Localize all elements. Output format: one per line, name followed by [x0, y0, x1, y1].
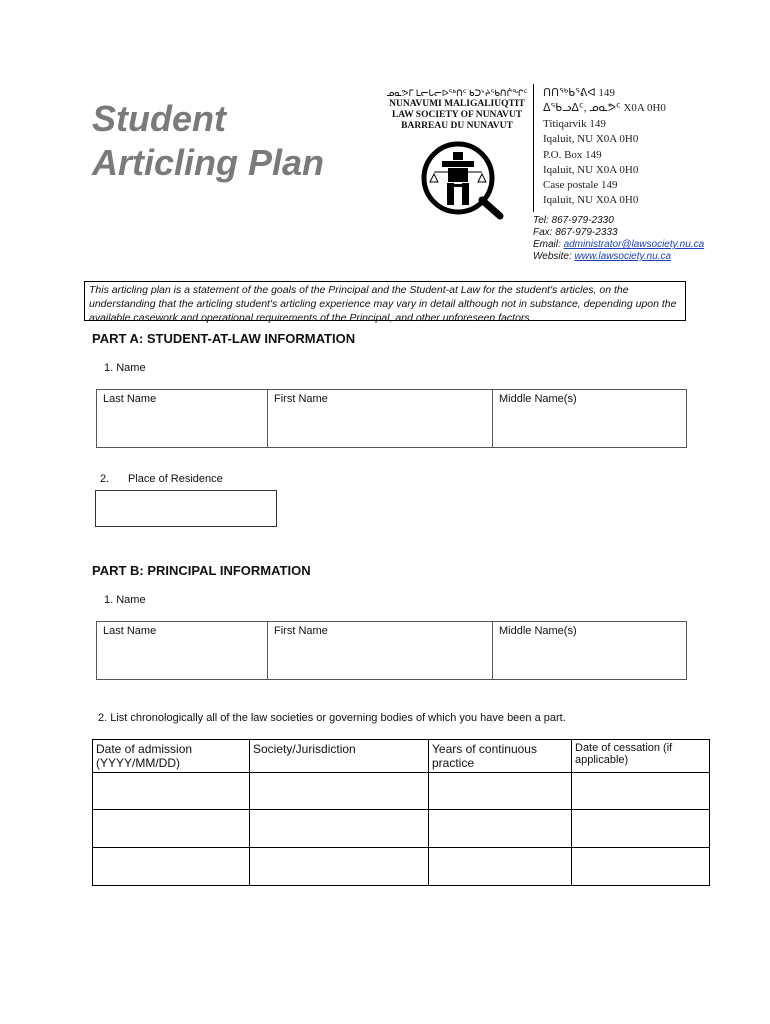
history-cell[interactable] [429, 810, 572, 848]
org-name-en: LAW SOCIETY OF NUNAVUT [391, 110, 523, 120]
middle-name-label: Middle Name(s) [499, 393, 577, 405]
col-society-jurisdiction: Society/Jurisdiction [250, 740, 429, 773]
contact-website-label: Website: [533, 251, 575, 262]
page-title-line1: Student [92, 98, 226, 139]
last-name-label: Last Name [103, 625, 157, 637]
first-name-label: First Name [274, 393, 328, 405]
part-b-name-label: 1. Name [104, 594, 146, 606]
student-name-table [96, 389, 687, 448]
address-line: Titiqarvik 149 [543, 118, 606, 130]
contact-fax: Fax: 867-979-2333 [533, 227, 618, 238]
history-cell[interactable] [250, 848, 429, 886]
org-name-fr: BARREAU DU NUNAVUT [401, 121, 513, 131]
principal-first-name-field[interactable] [268, 622, 493, 680]
address-line: Iqaluit, NU X0A 0H0 [543, 164, 639, 176]
residence-label: Place of Residence [128, 473, 223, 485]
history-cell[interactable] [93, 810, 250, 848]
history-cell[interactable] [93, 848, 250, 886]
history-cell[interactable] [572, 848, 710, 886]
student-first-name-field[interactable] [268, 390, 493, 448]
address-line: P.O. Box 149 [543, 149, 602, 161]
part-a-heading: PART A: STUDENT-AT-LAW INFORMATION [92, 331, 356, 346]
contact-email-row [533, 239, 704, 251]
last-name-label: Last Name [103, 393, 157, 405]
address-line: Iqaluit, NU X0A 0H0 [543, 133, 639, 145]
address-line: ᐃᖃᓗᐃᑦ, ᓄᓇᕗᑦ X0A 0H0 [543, 102, 666, 114]
contact-website-row [533, 251, 671, 263]
intro-statement: This articling plan is a statement of the goals of the Principal and the Student-at Law for the student's articles, on the understanding that the articling student's articling experience may vary in detail although not in substance, depending upon the available casework and operational requirements of the Principal, and other unforeseen factors. [84, 281, 686, 321]
col-date-of-admission: Date of admission (YYYY/MM/DD) [93, 740, 250, 773]
address-divider [533, 84, 534, 212]
middle-name-label: Middle Name(s) [499, 625, 577, 637]
law-society-logo [420, 140, 520, 220]
student-middle-name-field[interactable] [493, 390, 687, 448]
history-instruction: 2. List chronologically all of the law societies or governing bodies of which you have been a part. [98, 712, 566, 724]
history-cell[interactable] [250, 810, 429, 848]
history-cell[interactable] [572, 773, 710, 810]
admission-history-table [92, 739, 710, 886]
principal-name-table [96, 621, 687, 680]
student-last-name-field[interactable] [97, 390, 268, 448]
residence-number: 2. [100, 473, 110, 485]
history-cell[interactable] [250, 773, 429, 810]
principal-last-name-field[interactable] [97, 622, 268, 680]
org-name-iu: NUNAVUMI MALIGALIUQTIT [389, 99, 525, 109]
email-link[interactable]: administrator@lawsociety.nu.ca [563, 239, 705, 250]
part-a-name-label: 1. Name [104, 362, 146, 374]
org-syllabics: ᓄᓇᕗᒥ ᒪᓕᒐᓕᐅᖅᑎᑦ ᑲᑐᔾᔨᖃᑎᒌᖏᑦ [386, 88, 528, 98]
first-name-label: First Name [274, 625, 328, 637]
address-line: Iqaluit, NU X0A 0H0 [543, 194, 639, 206]
contact-email-label: Email: [533, 239, 564, 250]
part-b-heading: PART B: PRINCIPAL INFORMATION [92, 563, 311, 578]
history-cell[interactable] [429, 848, 572, 886]
website-link[interactable]: www.lawsociety.nu.ca [574, 251, 672, 262]
principal-middle-name-field[interactable] [493, 622, 687, 680]
address-line: ᑎᑎᖅᑲᕐᕕᐊ 149 [543, 87, 615, 99]
col-date-of-cessation: Date of cessation (if applicable) [572, 740, 710, 773]
contact-tel: Tel: 867-979-2330 [533, 215, 614, 226]
col-years-practice: Years of continuous practice [429, 740, 572, 773]
place-of-residence-field[interactable] [95, 490, 277, 527]
history-cell[interactable] [93, 773, 250, 810]
address-line: Case postale 149 [543, 179, 618, 191]
history-cell[interactable] [572, 810, 710, 848]
page-title-line2: Articling Plan [92, 142, 325, 183]
history-cell[interactable] [429, 773, 572, 810]
